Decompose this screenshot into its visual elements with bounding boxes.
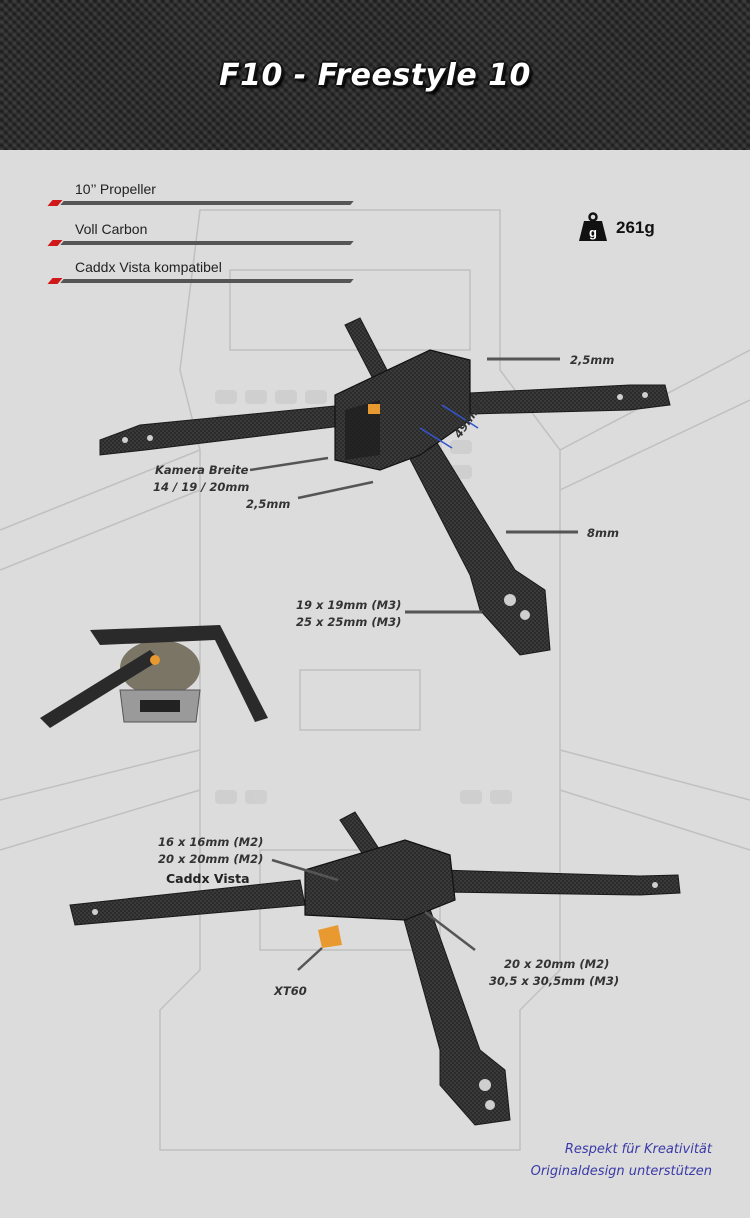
- xt60-label: XT60: [274, 984, 307, 998]
- bottom-plate-thickness-label: 2,5mm: [246, 497, 291, 511]
- top-plate-thickness-label: 2,5mm: [570, 353, 615, 367]
- scale-photo: [40, 625, 268, 728]
- weight-icon-letter: g: [589, 225, 597, 240]
- stack-16-label: 16 x 16mm (M2): [158, 835, 264, 849]
- credit-line-1: Respekt für Kreativität: [564, 1142, 712, 1157]
- fc-mount-20-label: 20 x 20mm (M2): [504, 957, 610, 971]
- frame-width-label: 49mm: [450, 399, 486, 441]
- arm-thickness-label: 8mm: [587, 526, 619, 540]
- stack-20-label: 20 x 20mm (M2): [158, 852, 264, 866]
- credit-line-2: Originaldesign unterstützen: [530, 1164, 712, 1179]
- page-title: F10 - Freestyle 10: [219, 58, 531, 93]
- feature-label: Voll Carbon: [75, 221, 148, 237]
- fc-mount-30-label: 30,5 x 30,5mm (M3): [489, 974, 620, 988]
- camera-width-sizes: 14 / 19 / 20mm: [153, 480, 250, 494]
- motor-mount-19-label: 19 x 19mm (M3): [296, 598, 402, 612]
- feature-label: Caddx Vista kompatibel: [75, 259, 222, 275]
- weight-value: 261g: [616, 218, 655, 237]
- feature-label: 10’’ Propeller: [75, 181, 156, 197]
- camera-width-title: Kamera Breite: [155, 463, 249, 477]
- motor-mount-25-label: 25 x 25mm (M3): [296, 615, 402, 629]
- caddx-vista-label: Caddx Vista: [166, 871, 250, 886]
